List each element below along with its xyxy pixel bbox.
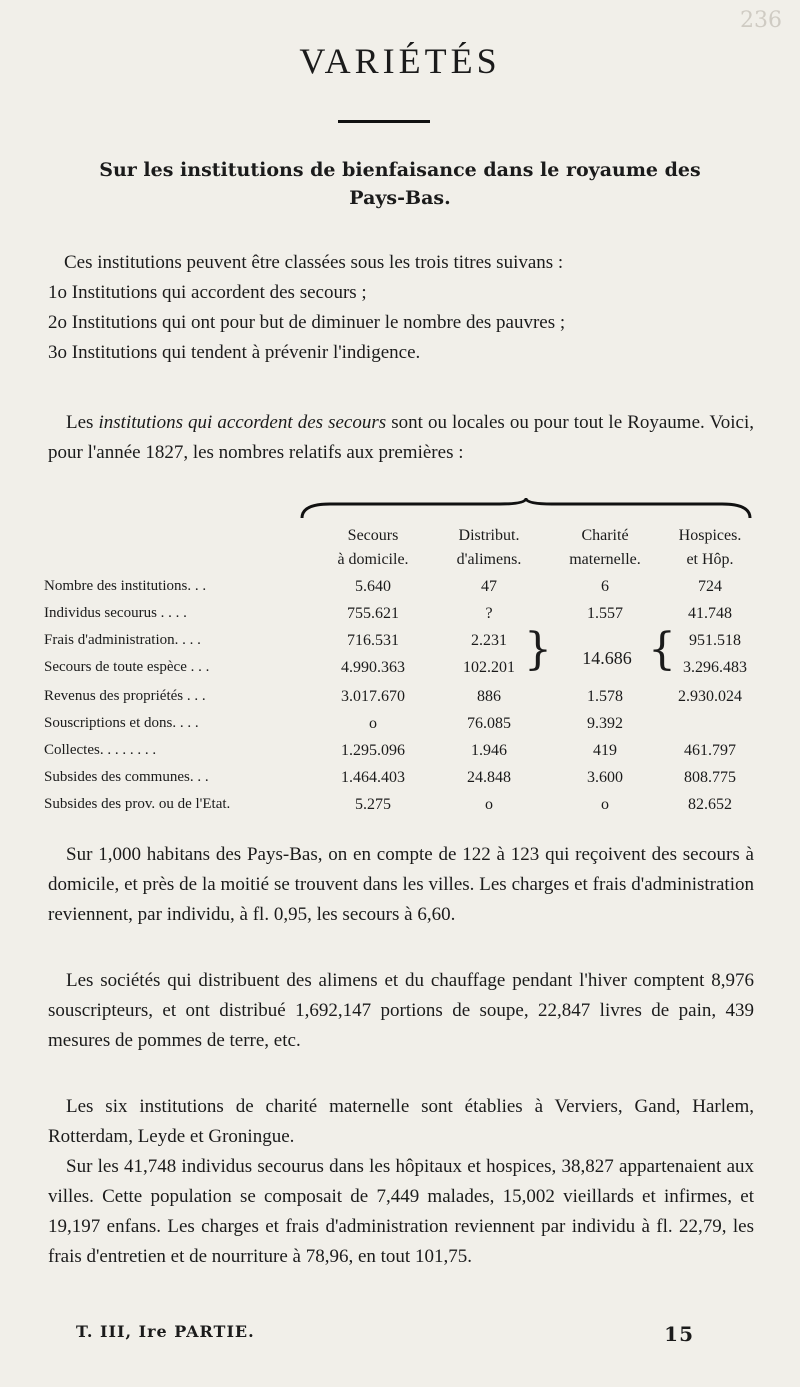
table-cell: 755.621 [347,605,399,622]
table-cell: 461.797 [684,742,736,759]
row-label: Revenus des propriétés . . . [44,688,206,704]
table-cell: 1.464.403 [341,769,405,786]
paragraph-maternal-charity: Les six institutions de charité maternelle sont établies à Verviers, Gand, Harlem, Rotterdam, Leyde et Groningue. [48,1096,754,1147]
local-prefix: Les [66,412,99,433]
table-cell: 1.295.096 [341,742,405,759]
table-cell: ? [485,605,493,622]
column-header-charite: Charité maternelle. [569,527,641,568]
page-title: VARIÉTÉS [299,41,501,81]
table-cell: 3.017.670 [341,688,405,705]
table-cell: 3.600 [587,769,623,786]
signature-mark: T. III, Ire PARTIE. [76,1322,255,1341]
table-cell: 24.848 [467,769,511,786]
table-cell: 1.578 [587,688,623,705]
table-cell: o [601,796,609,813]
row-label: Collectes. . . . . . . . [44,742,157,758]
table-cell: 6 [601,578,609,595]
table-row [44,769,760,795]
row-label: Frais d'administration. . . . [44,632,201,648]
intro-paragraph [48,248,754,368]
table-cell: 1.557 [587,605,623,622]
table-cell: 82.652 [688,796,732,813]
local-suffix: sont ou locales ou pour tout le Royaume. Voici, pour l'année 1827, les nombres relatifs aux premières : [48,412,754,463]
table-cell: 886 [477,688,501,705]
row-label: Individus secourus . . . . [44,605,187,621]
table-row [44,742,760,768]
table-cell: o [485,796,493,813]
table-cell: 41.748 [688,605,732,622]
table-row [44,688,760,714]
local-italic: institutions qui accordent des secours [98,412,387,433]
table-cell: 1.946 [471,742,507,759]
row-label: Secours de toute espèce . . . [44,659,210,675]
paragraph-secours-stats: Sur 1,000 habitans des Pays-Bas, on en compte de 122 à 123 qui reçoivent des secours à domicile, et près de la moitié se trouvent dans les villes. Les charges et frais d'administration reviennent, par individu, à fl. 0,95, les secours à 6,60. [48,844,754,925]
table-cell: 5.640 [355,578,391,595]
charite-merged-value: 14.686 [582,648,632,668]
table-cell: o [369,715,377,732]
column-header-distribut: Distribut. d'alimens. [456,527,522,568]
signature-number: 15 [664,1322,694,1346]
article-subtitle: Sur les institutions de bienfaisance dans le royaume des Pays-Bas. [99,159,701,209]
row-label: Nombre des institutions. . . [44,578,207,594]
title-rule [338,120,430,123]
table-row [44,578,760,604]
row-label: Subsides des communes. . . [44,769,209,785]
right-brace: } [524,624,552,675]
table-cell: 9.392 [587,715,623,732]
table-cell: 951.518 [689,632,741,649]
table-row [44,715,760,741]
intro-line: 1o Institutions qui accordent des secours ; [48,282,367,303]
row-label: Souscriptions et dons. . . . [44,715,199,731]
intro-line: Ces institutions peuvent être classées sous les trois titres suivans : [64,252,564,273]
table-cell: 716.531 [347,632,399,649]
table-cell: 419 [593,742,617,759]
table-cell: 102.201 [463,659,515,676]
row-label: Subsides des prov. ou de l'Etat. [44,796,231,812]
paragraph-societies: Les sociétés qui distribuent des alimens et du chauffage pendant l'hiver comptent 8,976 souscripteurs, et ont distribué 1,692,147 portions de soupe, 22,847 livres de pain, 439 mesures de pommes de terre, etc. [48,970,754,1051]
column-header-hospices: Hospices. et Hôp. [678,527,742,568]
paragraph-hospitals: Sur les 41,748 individus secourus dans les hôpitaux et hospices, 38,827 appartenaient aux villes. Cette population se composait de 7,449 malades, 15,002 vieillards et infirmes, et 19,197 enfans. Les charges et frais d'administration reviennent par individu à fl. 22,79, les frais d'entretien et de nourriture à 78,96, en tout 101,75. [48,1156,754,1267]
left-brace: { [648,624,676,675]
table-top-brace [300,498,752,526]
table-cell: 5.275 [355,796,391,813]
table-cell: 4.990.363 [341,659,405,676]
table-cell: 2.930.024 [678,688,742,705]
table-cell: 808.775 [684,769,736,786]
table-cell: 47 [481,578,497,595]
table-cell: 2.231 [471,632,507,649]
table-row [44,796,760,822]
table-cell: 76.085 [467,715,511,732]
intro-line: 2o Institutions qui ont pour but de diminuer le nombre des pauvres ; [48,312,566,333]
bleed-through-page-number: 236 [740,8,782,33]
local-institutions-paragraph [48,408,754,468]
table-cell: 724 [698,578,722,595]
column-header-secours: Secours à domicile. [337,527,409,568]
table-cell: 3.296.483 [683,659,747,676]
intro-line: 3o Institutions qui tendent à prévenir l'indigence. [48,342,421,363]
